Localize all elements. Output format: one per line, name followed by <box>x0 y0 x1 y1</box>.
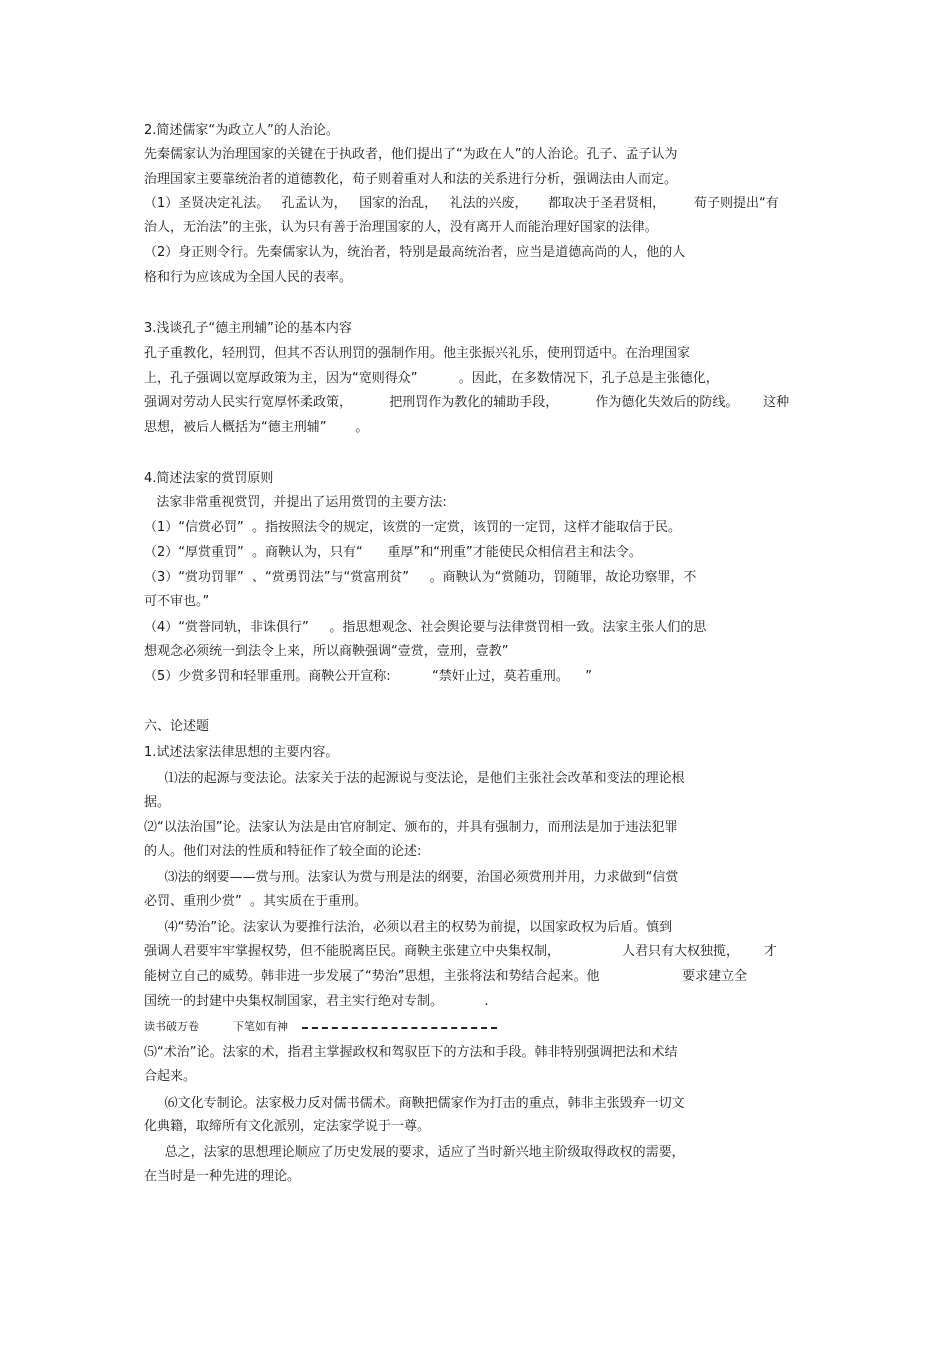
paragraph-line: ⑵“以法治国”论。法家认为法是由官府制定、颁布的，并具有强制力，而刑法是加于违法犯罪 <box>144 820 678 835</box>
watermark-left: 读书破万卷 <box>144 1020 199 1033</box>
paragraph-line: 格和行为应该成为全国人民的表率。 <box>144 270 353 285</box>
paragraph-line: 据。 <box>144 795 171 810</box>
paragraph-line: （5）少赏多罚和轻罪重刑。商鞅公开宣称: “禁奸止过，莫若重刑。 ” <box>144 669 592 684</box>
paragraph-line: （1）圣贤决定礼法。 孔孟认为， 国家的治乱， 礼法的兴废， 都取决于圣君贤相， 荀子则提出“有 <box>144 196 779 211</box>
section-heading: 2.简述儒家“为政立人”的人治论。 <box>144 123 339 138</box>
paragraph-line: 强调人君要牢牢掌握权势，但不能脱离臣民。商鞅主张建立中央集权制， 人君只有大权独揽， 才 <box>144 944 777 959</box>
paragraph-line: 孔子重教化，轻刑罚，但其不否认刑罚的强制作用。他主张振兴礼乐，使刑罚适中。在治理国家 <box>144 346 691 361</box>
paragraph-line: 国统一的封建中央集权制国家，君主实行绝对专制。 . <box>144 994 489 1009</box>
paragraph-line: 合起来。 <box>144 1069 197 1084</box>
paragraph-line: （2）“厚赏重罚” 。商鞅认为，只有“ 重厚”和“刑重”才能使民众相信君主和法令。 <box>144 545 642 560</box>
paragraph-line: 强调对劳动人民实行宽厚怀柔政策， 把刑罚作为教化的辅助手段， 作为德化失效后的防线。 这种 <box>144 395 790 410</box>
paragraph-line: 总之，法家的思想理论顺应了历史发展的要求，适应了当时新兴地主阶级取得政权的需要， <box>144 1145 685 1160</box>
section-heading: 4.简述法家的赏罚原则 <box>144 471 274 486</box>
paragraph-line: 思想，被后人概括为“德主刑辅” 。 <box>144 420 369 435</box>
paragraph-line: ⑸“术治”论。法家的术，指君主掌握政权和驾驭臣下的方法和手段。韩非特别强调把法和术结 <box>144 1045 678 1060</box>
paragraph-line: 治人，无治法”的主张，认为只有善于治理国家的人，没有离开人而能治理好国家的法律。 <box>144 220 658 235</box>
paragraph-line: （4）“赏誉同轨，非诛俱行” 。指思想观念、社会舆论要与法律赏罚相一致。法家主张人们的思 <box>144 620 707 635</box>
paragraph-line: 在当时是一种先进的理论。 <box>144 1169 301 1184</box>
paragraph-line: 治理国家主要靠统治者的道德教化，荀子则着重对人和法的关系进行分析，强调法由人而定。 <box>144 172 678 187</box>
paragraph-line: 上，孔子强调以宽厚政策为主，因为“宽则得众” 。因此，在多数情况下，孔子总是主张德化， <box>144 371 719 386</box>
paragraph-line: 法家非常重视赏罚，并提出了运用赏罚的主要方法: <box>144 495 447 510</box>
paragraph-line: 1.试述法家法律思想的主要内容。 <box>144 745 339 760</box>
paragraph-line: 想观念必须统一到法令上来，所以商鞅强调“壹赏，壹刑，壹教” <box>144 644 509 659</box>
paragraph-line: ⑹文化专制论。法家极力反对儒书儒术。商鞅把儒家作为打击的重点，韩非主张毁弃一切文 <box>144 1096 685 1111</box>
dashed-divider <box>302 1027 497 1029</box>
paragraph-line: 先秦儒家认为治理国家的关键在于执政者，他们提出了“为政在人”的人治论。孔子、孟子认为 <box>144 147 678 162</box>
section-heading: 六、论述题 <box>144 719 210 734</box>
paragraph-line: （2）身正则令行。先秦儒家认为，统治者，特别是最高统治者，应当是道德高尚的人，他的人 <box>144 245 686 260</box>
paragraph-line: （1）“信赏必罚” 。指按照法令的规定，该赏的一定赏，该罚的一定罚，这样才能取信于民。 <box>144 520 682 535</box>
paragraph-line: 可不审也。” <box>144 594 210 609</box>
paragraph-line: 能树立自己的威势。韩非进一步发展了“势治”思想，主张将法和势结合起来。他 要求建立全 <box>144 969 748 984</box>
paragraph-line: ⑷“势治”论。法家认为要推行法治，必须以君主的权势为前提，以国家政权为后盾。慎到 <box>144 920 673 935</box>
watermark-right: 下笔如有神 <box>233 1020 288 1033</box>
paragraph-line: （3）“赏功罚罪” 、“赏勇罚法”与“赏富刑贫” 。商鞅认为“赏随功，罚随罪，故论功察罪，不 <box>144 570 697 585</box>
section-heading: 3.浅谈孔子“德主刑辅”论的基本内容 <box>144 321 352 336</box>
paragraph-line: 的人。他们对法的性质和特征作了较全面的论述: <box>144 844 422 859</box>
paragraph-line: ⑶法的纲要——赏与刑。法家认为赏与刑是法的纲要，治国必须赏刑并用，力求做到“信赏 <box>144 870 679 885</box>
paragraph-line: 必罚、重刑少赏” 。其实质在于重刑。 <box>144 894 367 909</box>
paragraph-line: 化典籍，取缔所有文化派别，定法家学说于一尊。 <box>144 1119 431 1134</box>
paragraph-line: ⑴法的起源与变法论。法家关于法的起源说与变法论，是他们主张社会改革和变法的理论根 <box>144 771 685 786</box>
